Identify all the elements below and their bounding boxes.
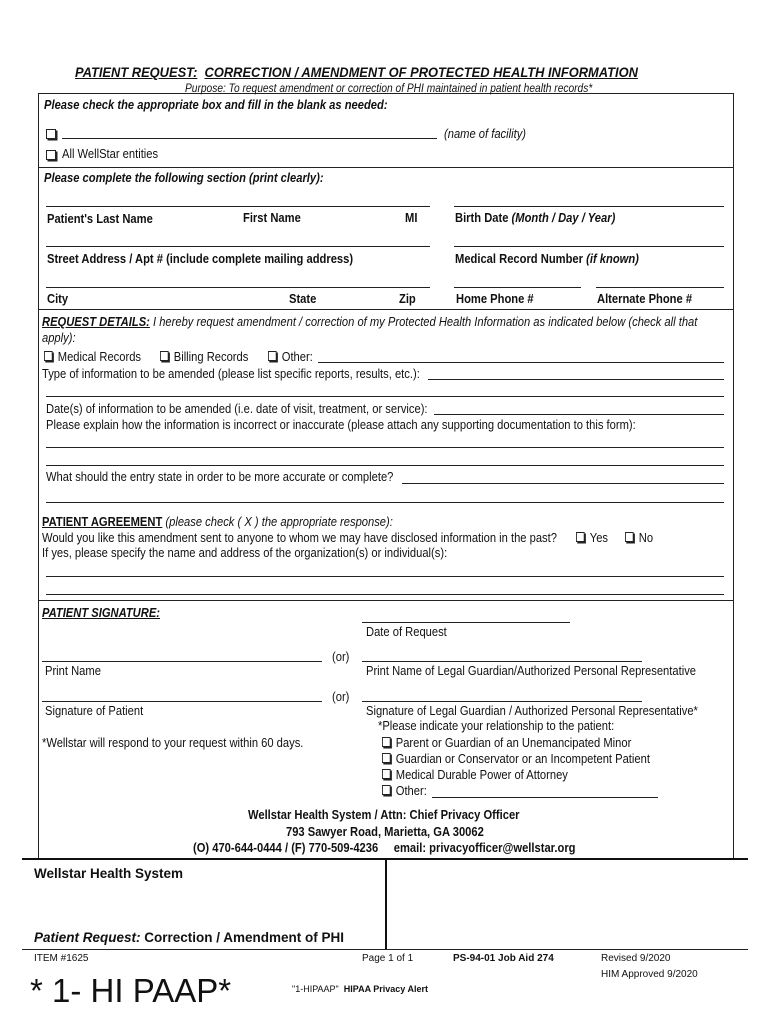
home-phone-label: Home Phone # <box>456 291 534 306</box>
name-field-line[interactable] <box>46 206 430 207</box>
footer-barcode-text: * 1- HI PAAP* <box>30 972 232 1009</box>
relationship-option-guardian[interactable]: Guardian or Conservator or an Incompetent Patient <box>382 751 650 766</box>
patient-signature-label: Signature of Patient <box>45 703 144 718</box>
contact-line-3: (O) 470-644-0444 / (F) 770-509-4236 email: privacyofficer@wellstar.org <box>193 840 576 855</box>
print-name-label: Print Name <box>45 663 101 678</box>
street-label: Street Address / Apt # (include complete mailing address) <box>47 251 354 266</box>
form-title <box>75 64 638 80</box>
divider <box>38 309 734 310</box>
entry-state-field-line[interactable] <box>402 483 724 484</box>
yes-checkbox[interactable] <box>576 532 585 542</box>
dates-label: Date(s) of information to be amended (i.e. date of visit, treatment, or service): <box>46 401 428 416</box>
footer-form-title: Patient Request: Correction / Amendment of PHI <box>34 930 345 945</box>
all-entities-label: All WellStar entities <box>62 146 159 161</box>
guardian-signature-label: Signature of Legal Guardian / Authorized Personal Representative* <box>366 703 698 718</box>
all-entities-checkbox[interactable] <box>46 147 62 165</box>
facility-instruction: Please check the appropriate box and fill in the blank as needed: <box>44 97 388 112</box>
guardian-print-name-field-line[interactable] <box>362 661 642 662</box>
guardian-checkbox[interactable] <box>382 753 391 763</box>
poa-checkbox[interactable] <box>382 769 391 779</box>
agreement-yes-option[interactable]: Yes <box>576 530 608 545</box>
dates-field-line[interactable] <box>434 414 724 415</box>
mrn-label: Medical Record Number (if known) <box>455 251 639 266</box>
print-name-field-line[interactable] <box>42 661 322 662</box>
footer-job-aid: PS-94-01 Job Aid 274 <box>453 953 554 964</box>
explain-label: Please explain how the information is incorrect or inaccurate (please attach any supporting documentation to this form): <box>46 417 636 432</box>
request-details-line2: apply): <box>42 330 76 345</box>
medical-records-checkbox[interactable] <box>44 351 53 361</box>
mi-label: MI <box>405 210 418 225</box>
alt-phone-label: Alternate Phone # <box>597 291 693 306</box>
birth-date-label: Birth Date (Month / Day / Year) <box>455 210 616 225</box>
entry-state-label: What should the entry state in order to be more accurate or complete? <box>46 469 394 484</box>
mrn-field-line[interactable] <box>454 246 724 247</box>
city-label: City <box>47 291 69 306</box>
entry-state-field-line-2[interactable] <box>46 502 724 503</box>
relationship-other-checkbox[interactable] <box>382 785 391 795</box>
type-of-info-field-line-2[interactable] <box>46 396 724 397</box>
no-checkbox[interactable] <box>625 532 634 542</box>
relationship-other-field-line[interactable] <box>432 797 658 798</box>
type-of-info-label: Type of information to be amended (please list specific reports, results, etc.): <box>42 366 420 381</box>
billing-records-checkbox[interactable] <box>160 351 169 361</box>
contact-line-2: 793 Sawyer Road, Marietta, GA 30062 <box>286 824 484 839</box>
if-yes-label: If yes, please specify the name and address of the organization(s) or individual(s): <box>42 545 448 560</box>
agreement-heading: PATIENT AGREEMENT <box>42 514 163 529</box>
form-purpose: Purpose: To request amendment or correction of PHI maintained in patient health records* <box>185 81 593 95</box>
billing-records-option[interactable]: Billing Records <box>160 349 248 364</box>
other-checkbox[interactable] <box>268 351 277 361</box>
explain-field-line-1[interactable] <box>46 447 724 448</box>
alt-phone-field-line[interactable] <box>596 287 724 288</box>
explain-field-line-2[interactable] <box>46 465 724 466</box>
birth-date-field-line[interactable] <box>454 206 724 207</box>
other-option[interactable]: Other: <box>268 349 313 364</box>
footer-him-approved: HIM Approved 9/2020 <box>601 969 698 980</box>
or-label: (or) <box>332 649 350 664</box>
zip-label: Zip <box>399 291 416 306</box>
home-phone-field-line[interactable] <box>454 287 581 288</box>
facility-checkbox[interactable] <box>46 126 62 144</box>
street-field-line[interactable] <box>46 246 430 247</box>
form-title-prefix: PATIENT REQUEST: <box>75 64 198 80</box>
relationship-option-poa[interactable]: Medical Durable Power of Attorney <box>382 767 568 782</box>
type-of-info-field-line[interactable] <box>428 379 724 380</box>
agreement-question: Would you like this amendment sent to anyone to whom we may have disclosed information in the past? <box>42 530 557 545</box>
or-label: (or) <box>332 689 350 704</box>
footer-alert: "1-HIPAAP" HIPAA Privacy Alert <box>292 984 428 994</box>
relationship-option-other[interactable]: Other: <box>382 783 427 798</box>
medical-records-option[interactable]: Medical Records <box>44 349 141 364</box>
request-details-heading: REQUEST DETAILS: <box>42 314 150 329</box>
contact-line-1: Wellstar Health System / Attn: Chief Privacy Officer <box>248 807 520 822</box>
patient-signature-field-line[interactable] <box>42 701 322 702</box>
footer-page: Page 1 of 1 <box>362 953 414 964</box>
state-label: State <box>289 291 317 306</box>
relationship-option-parent[interactable]: Parent or Guardian of an Unemancipated Minor <box>382 735 631 750</box>
facility-name-label: (name of facility) <box>444 126 527 141</box>
request-details-line1: REQUEST DETAILS: I hereby request amendment / correction of my Protected Health Information as indicated below (check all that <box>42 314 698 329</box>
recipient-field-line-1[interactable] <box>46 576 724 577</box>
facility-name-field[interactable] <box>62 138 437 139</box>
patient-info-instruction: Please complete the following section (print clearly): <box>44 170 324 185</box>
form-title-main: CORRECTION / AMENDMENT OF PROTECTED HEALTH INFORMATION <box>204 64 638 80</box>
relationship-label: *Please indicate your relationship to the patient: <box>378 718 615 733</box>
guardian-signature-field-line[interactable] <box>362 701 642 702</box>
divider <box>38 600 734 601</box>
city-field-line[interactable] <box>46 287 430 288</box>
respond-note: *Wellstar will respond to your request within 60 days. <box>42 735 304 750</box>
footer-revised: Revised 9/2020 <box>601 953 671 964</box>
box-right-border <box>733 93 734 859</box>
signature-heading: PATIENT SIGNATURE: <box>42 605 161 620</box>
footer-org: Wellstar Health System <box>34 866 184 881</box>
footer-item: ITEM #1625 <box>34 953 89 964</box>
recipient-field-line-2[interactable] <box>46 594 724 595</box>
date-of-request-label: Date of Request <box>366 624 447 639</box>
guardian-print-name-label: Print Name of Legal Guardian/Authorized Personal Representative <box>366 663 696 678</box>
agreement-no-option[interactable]: No <box>625 530 653 545</box>
parent-checkbox[interactable] <box>382 737 391 747</box>
divider <box>38 167 734 168</box>
first-name-label: First Name <box>243 210 301 225</box>
last-name-label: Patient's Last Name <box>47 211 153 226</box>
date-of-request-field-line[interactable] <box>362 622 570 623</box>
footer-vertical-divider <box>385 858 387 950</box>
box-left-border <box>38 193 39 859</box>
footer-divider <box>22 949 748 950</box>
other-field-line[interactable] <box>318 362 724 363</box>
agreement-heading-line: PATIENT AGREEMENT (please check ( X ) the appropriate response): <box>42 514 393 529</box>
